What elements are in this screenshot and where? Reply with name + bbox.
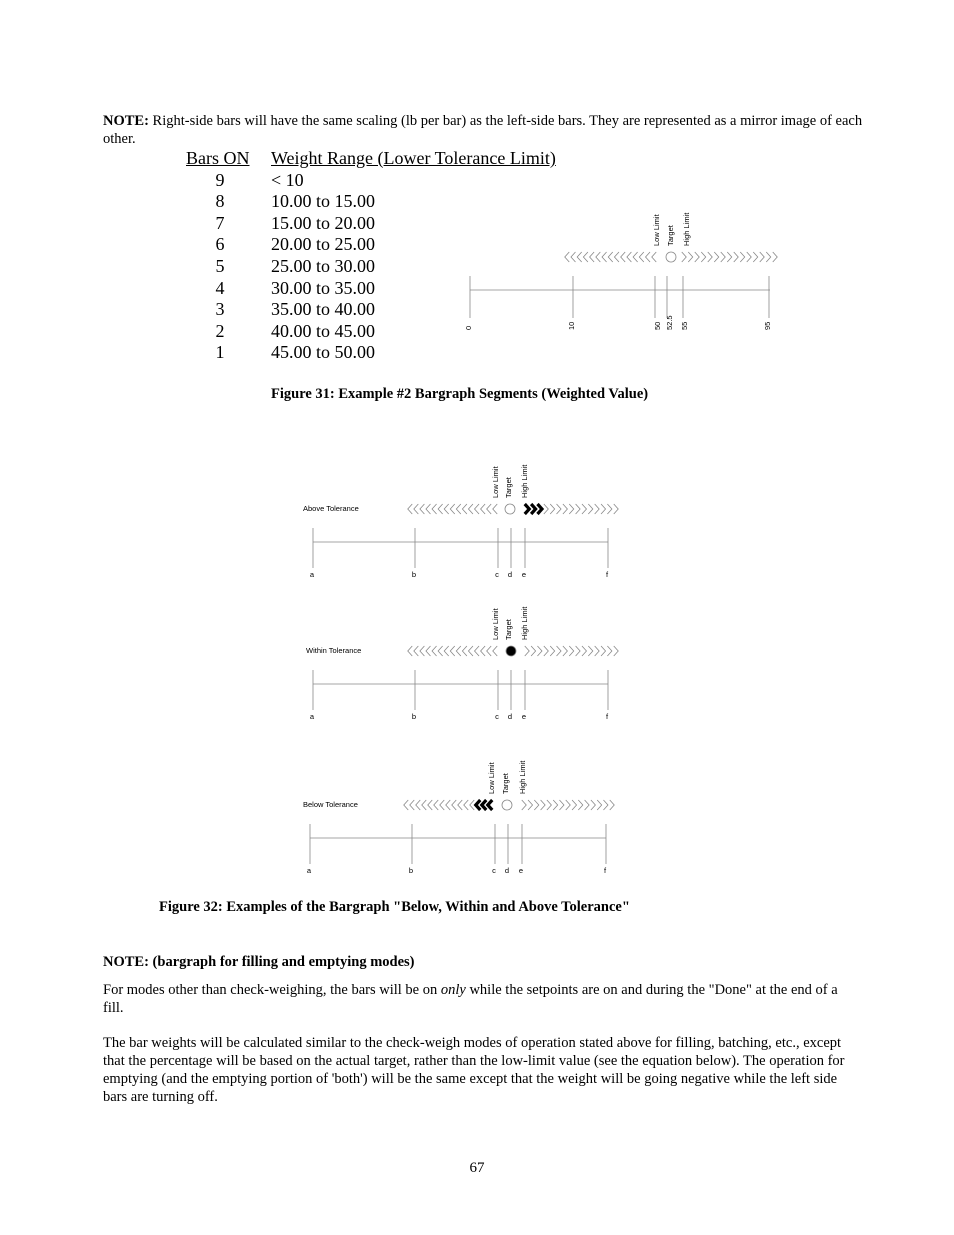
fig31-right-bar <box>760 252 765 262</box>
fig31-left-bar <box>596 252 601 262</box>
figure31-diagram <box>455 200 795 340</box>
panel-1-left-bar <box>493 504 498 514</box>
panel-3-right-bar <box>534 800 539 810</box>
panel-1-tick-label: e <box>521 570 527 579</box>
bars-on-value: 5 <box>215 255 225 276</box>
panel-2-left-bar <box>420 646 425 656</box>
panel-2-high-limit-label: High Limit <box>520 606 529 640</box>
panel-3-right-bar <box>566 800 571 810</box>
p1-text-after: while the setpoints are on and during the "Done" at the end of a fill. <box>103 982 838 1016</box>
panel-3-right-bar <box>578 800 583 810</box>
bars-on-value: 7 <box>215 212 225 233</box>
fig31-left-bar <box>590 252 595 262</box>
fig31-right-bar <box>682 252 687 262</box>
page-number: 67 <box>469 1160 485 1176</box>
weight-range-value: 25.00 to 30.00 <box>271 255 376 276</box>
panel-1-right-bar <box>607 504 612 514</box>
panel-3-left-bar <box>464 800 469 810</box>
panel-1-high-limit-label: High Limit <box>520 464 529 498</box>
panel-3-right-bar <box>528 800 533 810</box>
panel-2-right-bar <box>588 646 593 656</box>
panel-1-right-bar <box>525 504 530 514</box>
panel-2-right-bar <box>614 646 619 656</box>
panel-3-left-bar <box>482 800 487 810</box>
panel-3-tick-label: c <box>492 866 496 875</box>
panel-2-right-bar <box>531 646 536 656</box>
panel-3-left-bar <box>410 800 415 810</box>
panel-2-right-bar <box>569 646 574 656</box>
panel-1-right-bar <box>563 504 568 514</box>
p1-emphasis: only <box>440 982 466 998</box>
note-intro <box>103 112 863 148</box>
panel-2-target-label: Target <box>504 619 513 640</box>
fig31-left-bar <box>602 252 607 262</box>
panel-2-right-bar <box>607 646 612 656</box>
panel-2-right-bar <box>550 646 555 656</box>
panel-2-tick-label: a <box>309 712 315 721</box>
panel-2-tick-label: b <box>411 712 417 721</box>
tick-label: 0 <box>464 325 473 330</box>
panel-1-left-bar <box>420 504 425 514</box>
panel-2-left-bar <box>487 646 492 656</box>
bars-on-value: 6 <box>215 234 225 255</box>
tick-label: 95 <box>763 321 772 330</box>
panel-3-left-bar <box>446 800 451 810</box>
panel-3-left-bar <box>476 800 481 810</box>
panel-3-right-bar <box>585 800 590 810</box>
panel-3-right-bar <box>591 800 596 810</box>
panel-3-target-indicator <box>502 800 512 810</box>
fig31-right-bar <box>734 252 739 262</box>
panel-1-target-indicator <box>505 504 515 514</box>
panel-3-high-limit-label: High Limit <box>518 760 527 794</box>
panel-2-left-bar <box>414 646 419 656</box>
panel-1-right-bar <box>595 504 600 514</box>
panel-1-label: Above Tolerance <box>303 504 359 513</box>
panel-2-left-bar <box>432 646 437 656</box>
panel-2-tick-label: d <box>507 712 513 721</box>
panel-1-right-bar <box>582 504 587 514</box>
panel-1-left-bar <box>408 504 413 514</box>
fig31-left-bar <box>621 252 626 262</box>
panel-2-tick-label: e <box>521 712 527 721</box>
fig31-left-bar <box>608 252 613 262</box>
panel-1-right-bar <box>588 504 593 514</box>
fig31-left-bar <box>639 252 644 262</box>
panel-3-left-bar <box>440 800 445 810</box>
panel-3-right-bar <box>572 800 577 810</box>
header-bars-on: Bars ON <box>186 148 250 168</box>
panel-1-left-bar <box>450 504 455 514</box>
panel-3-tick-label: f <box>603 866 607 875</box>
panel-1-right-bar <box>601 504 606 514</box>
panel-2-left-bar <box>426 646 431 656</box>
panel-2-left-bar <box>462 646 467 656</box>
panel-3-right-bar <box>541 800 546 810</box>
panel-3-tick-label: b <box>408 866 414 875</box>
panel-1-right-bar <box>569 504 574 514</box>
panel-1-tick-label: c <box>495 570 499 579</box>
fig31-left-bar <box>571 252 576 262</box>
fig31-right-bar <box>727 252 732 262</box>
panel-3-left-bar <box>488 800 493 810</box>
panel-2-left-bar <box>456 646 461 656</box>
panel-1-tick-label: f <box>605 570 609 579</box>
high-limit-label: High Limit <box>682 212 691 246</box>
panel-3-left-bar <box>416 800 421 810</box>
panel-1-target-label: Target <box>504 477 513 498</box>
figure32-caption: Figure 32: Examples of the Bargraph "Below, Within and Above Tolerance" <box>159 899 630 915</box>
panel-3-left-bar <box>404 800 409 810</box>
panel-2-label: Within Tolerance <box>306 646 362 655</box>
panel-2-right-bar <box>525 646 530 656</box>
header-weight-range: Weight Range (Lower Tolerance Limit) <box>271 148 556 168</box>
figure32-diagram <box>290 450 640 890</box>
panel-1-right-bar <box>531 504 536 514</box>
table-row <box>186 342 556 364</box>
low-limit-label: Low Limit <box>652 214 661 246</box>
panel-2-left-bar <box>438 646 443 656</box>
tick-label: 52.5 <box>665 315 674 330</box>
fig31-left-bar <box>652 252 657 262</box>
fig31-right-bar <box>714 252 719 262</box>
panel-2-left-bar <box>468 646 473 656</box>
weight-range-value: 15.00 to 20.00 <box>271 212 376 233</box>
fig31-right-bar <box>695 252 700 262</box>
fig31-right-bar <box>721 252 726 262</box>
table-row <box>186 170 556 192</box>
panel-1-left-bar <box>475 504 480 514</box>
panel-3-label: Below Tolerance <box>303 800 358 809</box>
panel-2-low-limit-label: Low Limit <box>491 608 500 640</box>
weight-range-value: 40.00 to 45.00 <box>271 320 376 341</box>
note2-paragraph-2: The bar weights will be calculated similar to the check-weigh modes of operation stated above for filling, batching, etc., except that the percentage will be based on the actual target, rather than the low-limit value (see the equation below). The operation for emptying (and the emptying portion of 'both') will be the same except that the weight will be going negative while the left side bars are turning off. <box>103 1035 845 1105</box>
panel-3-left-bar <box>434 800 439 810</box>
panel-2-tick-label: f <box>605 712 609 721</box>
weight-range-value: 35.00 to 40.00 <box>271 299 376 320</box>
fig31-left-bar <box>627 252 632 262</box>
panel-3-tick-label: a <box>306 866 312 875</box>
panel-2-right-bar <box>544 646 549 656</box>
fig31-left-bar <box>583 252 588 262</box>
panel-2-left-bar <box>481 646 486 656</box>
panel-1-left-bar <box>426 504 431 514</box>
panel-3-right-bar <box>603 800 608 810</box>
panel-2-right-bar <box>557 646 562 656</box>
table-header <box>186 148 556 170</box>
tick-label: 10 <box>567 321 576 330</box>
panel-2-left-bar <box>444 646 449 656</box>
panel-1-right-bar <box>537 504 542 514</box>
fig31-right-bar <box>708 252 713 262</box>
panel-3-left-bar <box>422 800 427 810</box>
bars-on-value: 4 <box>215 277 225 298</box>
panel-1-left-bar <box>487 504 492 514</box>
bars-on-value: 3 <box>215 299 225 320</box>
panel-3-left-bar <box>452 800 457 810</box>
panel-2-left-bar <box>493 646 498 656</box>
fig31-left-bar <box>577 252 582 262</box>
panel-2-right-bar <box>537 646 542 656</box>
fig31-left-bar <box>633 252 638 262</box>
panel-3-right-bar <box>610 800 615 810</box>
panel-1-right-bar <box>544 504 549 514</box>
panel-1-left-bar <box>432 504 437 514</box>
figure31-caption: Figure 31: Example #2 Bargraph Segments (Weighted Value) <box>271 386 649 402</box>
panel-1-right-bar <box>614 504 619 514</box>
panel-2-left-bar <box>408 646 413 656</box>
panel-1-right-bar <box>550 504 555 514</box>
fig31-left-bar <box>646 252 651 262</box>
panel-2-right-bar <box>576 646 581 656</box>
weight-range-value: 10.00 to 15.00 <box>271 191 376 212</box>
panel-3-right-bar <box>553 800 558 810</box>
panel-1-left-bar <box>481 504 486 514</box>
panel-3-left-bar <box>458 800 463 810</box>
weight-range-value: 20.00 to 25.00 <box>271 234 376 255</box>
panel-1-tick-label: a <box>309 570 315 579</box>
panel-1-tick-label: d <box>507 570 513 579</box>
fig31-right-bar <box>740 252 745 262</box>
panel-3-tick-label: e <box>518 866 524 875</box>
fig31-right-bar <box>766 252 771 262</box>
panel-1-right-bar <box>557 504 562 514</box>
note-label: NOTE: <box>103 113 149 129</box>
panel-1-left-bar <box>468 504 473 514</box>
fig31-left-bar <box>565 252 570 262</box>
tick-label: 50 <box>653 321 662 330</box>
panel-3-target-label: Target <box>501 773 510 794</box>
panel-1-left-bar <box>414 504 419 514</box>
fig31-right-bar <box>773 252 778 262</box>
note2-heading: NOTE: (bargraph for filling and emptying modes) <box>103 954 415 970</box>
fig31-right-bar <box>753 252 758 262</box>
panel-2-right-bar <box>563 646 568 656</box>
target-label: Target <box>666 225 675 246</box>
fig31-target-indicator <box>666 252 676 262</box>
panel-2-target-indicator <box>506 646 516 656</box>
panel-2-right-bar <box>595 646 600 656</box>
bars-on-value: 8 <box>215 191 225 212</box>
note-text: Right-side bars will have the same scaling (lb per bar) as the left-side bars. They are represented as a mirror image of each other. <box>103 113 863 147</box>
panel-3-left-bar <box>470 800 475 810</box>
panel-1-right-bar <box>576 504 581 514</box>
panel-1-low-limit-label: Low Limit <box>491 466 500 498</box>
panel-3-left-bar <box>428 800 433 810</box>
fig31-right-bar <box>688 252 693 262</box>
panel-2-left-bar <box>450 646 455 656</box>
panel-1-left-bar <box>444 504 449 514</box>
panel-3-right-bar <box>597 800 602 810</box>
p1-text-before: For modes other than check-weighing, the bars will be on <box>103 982 441 998</box>
note2-paragraph-1 <box>103 981 848 1017</box>
panel-2-right-bar <box>582 646 587 656</box>
panel-2-right-bar <box>601 646 606 656</box>
panel-2-left-bar <box>475 646 480 656</box>
panel-3-tick-label: d <box>504 866 510 875</box>
panel-1-left-bar <box>438 504 443 514</box>
fig31-right-bar <box>747 252 752 262</box>
fig31-left-bar <box>614 252 619 262</box>
panel-3-right-bar <box>522 800 527 810</box>
panel-1-left-bar <box>456 504 461 514</box>
bars-on-value: 2 <box>215 320 225 341</box>
tick-label: 55 <box>680 321 689 330</box>
weight-range-value: 30.00 to 35.00 <box>271 277 376 298</box>
weight-range-value: < 10 <box>271 169 304 190</box>
fig31-right-bar <box>701 252 706 262</box>
panel-3-low-limit-label: Low Limit <box>487 762 496 794</box>
panel-1-tick-label: b <box>411 570 417 579</box>
weight-range-value: 45.00 to 50.00 <box>271 342 376 363</box>
bars-on-value: 1 <box>215 342 225 363</box>
bars-on-value: 9 <box>215 169 225 190</box>
panel-3-right-bar <box>559 800 564 810</box>
panel-1-left-bar <box>462 504 467 514</box>
panel-2-tick-label: c <box>495 712 499 721</box>
panel-3-right-bar <box>547 800 552 810</box>
